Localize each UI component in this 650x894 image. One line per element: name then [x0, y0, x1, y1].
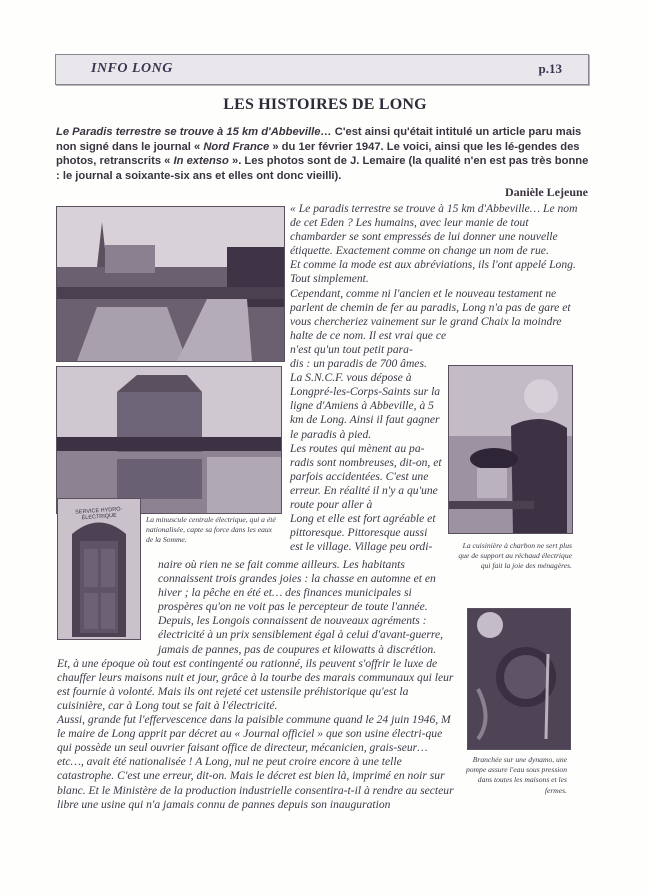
- photo-power-station: [56, 366, 282, 514]
- intro-in-extenso: In extenso: [173, 155, 229, 168]
- intro-text-1: C'est ainsi qu'était intitulé un article paru mais non signé dans le journal «: [56, 126, 582, 153]
- power-station-image: [57, 367, 281, 513]
- article-intro: [56, 125, 590, 183]
- photo-pump: [467, 608, 571, 750]
- text-column-lower: [57, 558, 457, 812]
- publication-name: INFO LONG: [91, 61, 173, 76]
- pump-image: [468, 609, 570, 749]
- paragraph-1: « Le paradis terrestre se trouve à 15 km d'Abbeville… Le nom de cet Eden ? Les humains, avec leur manie de tout chambarder se sont empressés de lui donner une nouvelle étiquette. Exactement comme on change un nom de rue.: [290, 202, 578, 258]
- caption-kitchen: La cuisinière à charbon ne sert plus que de support au réchaud électrique qui fait la joie des ménagères.: [458, 541, 572, 571]
- text-indented-block: [158, 558, 455, 657]
- article-author: Danièle Lejeune: [505, 185, 588, 199]
- paragraph-7: Et, à une époque où tout est contingenté ou rationné, ils peuvent s'offrir le luxe de chauffer leurs maisons nuit et jour, grâce à la tourbe des marais communaux qui leur est fournie à volonté. Mais ils ont rejeté cet ustensile préhistorique qu'est la cuisinière, car à Long tout se fait à l'électricité.: [57, 656, 454, 712]
- paragraph-4: La S.N.C.F. vous dépose à Longpré-les-Corps-Saints sur la ligne d'Amiens à Abbeville, à 5 km de Long. Ainsi il faut gagner le paradis à pied.: [290, 371, 441, 441]
- paragraph-8: Aussi, grande fut l'effervescence dans la paisible commune quand le 24 juin 1946, M le maire de Long apprit par décret au « Journal officiel » que son usine électri-que qui possède un seul ouvrier faisant office de directeur, mécanicien, grais-seur… etc…, avait été nationalisée ! A Long, nul ne peut croire encore à une telle catastrophe. C'est une erreur, dit-on. Mais le décret est bien là, imprimé en noir sur blanc. Et le Ministère de la production industrielle consentira-t-il à rendre au secteur libre une usine qui n'a jamais connu de pannes depuis son inauguration: [57, 713, 454, 811]
- page-number: p.13: [538, 61, 562, 76]
- intro-text-3: ». Les photos sont de J. Lemaire (la qualité n'en est pas très bonne : le journal a soixante-six ans et elles ont donc vieilli).: [56, 155, 589, 182]
- paragraph-3b: n'est qu'un tout petit para-: [290, 342, 413, 356]
- paragraph-6: Depuis, les Longois connaissent de nouveaux agréments : électricité à un prix sensiblement égal à celui d'avant-guerre, jamais de pannes, pas de coupures et kilowatts à discrétion.: [158, 614, 444, 656]
- text-column-upper: [290, 202, 582, 554]
- door-sign-text: SERVICE HYDRO-ÉLECTRIQUE: [74, 506, 123, 522]
- article-title: LES HISTOIRES DE LONG: [223, 96, 427, 113]
- village-image: [57, 207, 284, 361]
- page-header: [55, 54, 589, 85]
- intro-text-2: » du 1er février 1947. Le voici, ainsi que les lé-gendes des photos, retranscrits «: [56, 140, 580, 168]
- paragraph-2: Et comme la mode est aux abréviations, ils l'ont appelé Long. Tout simplement.: [290, 258, 576, 286]
- text-column-narrow: [290, 343, 442, 554]
- intro-newspaper: Nord France: [203, 140, 270, 153]
- paragraph-5: Les routes qui mènent au pa-radis sont nombreuses, dit-on, et parfois accidentées. C'est une erreur. En réalité il n'y a qu'une route pour aller à: [290, 441, 442, 511]
- caption-power-station: La minuscule centrale électrique, qui a été nationalisée, capte sa force dans les eaux de la Somme.: [146, 515, 276, 545]
- paragraph-3c: dis : un paradis de 700 âmes.: [290, 357, 427, 371]
- photo-village: [56, 206, 285, 362]
- caption-pump: Branchée sur une dynamo, une pompe assure l'eau sous pression dans toutes les maisons et les fermes.: [465, 755, 567, 795]
- paragraph-3: Cependant, comme ni l'ancien et le nouveau testament ne parlent de chemin de fer au paradis, Long n'a pas de gare et vous chercheriez vainement sur le grand Chaix la moindre halte de ce nom. Il est vrai que ce: [290, 286, 571, 342]
- intro-quote-title: Le Paradis terrestre se trouve à 15 km d'Abbeville…: [56, 126, 332, 138]
- paragraph-5c: naire où rien ne se fait comme ailleurs. Les habitants connaissent trois grandes joies : la chasse en automne et en hiver ; la pêche en été et… des finances municipales si prospères qu'on ne voit pas le percepteur de toute l'année.: [158, 558, 436, 614]
- paragraph-5b: Long et elle est fort agréable et pittoresque. Pittoresque aussi est le village. Village peu ordi-: [290, 512, 436, 554]
